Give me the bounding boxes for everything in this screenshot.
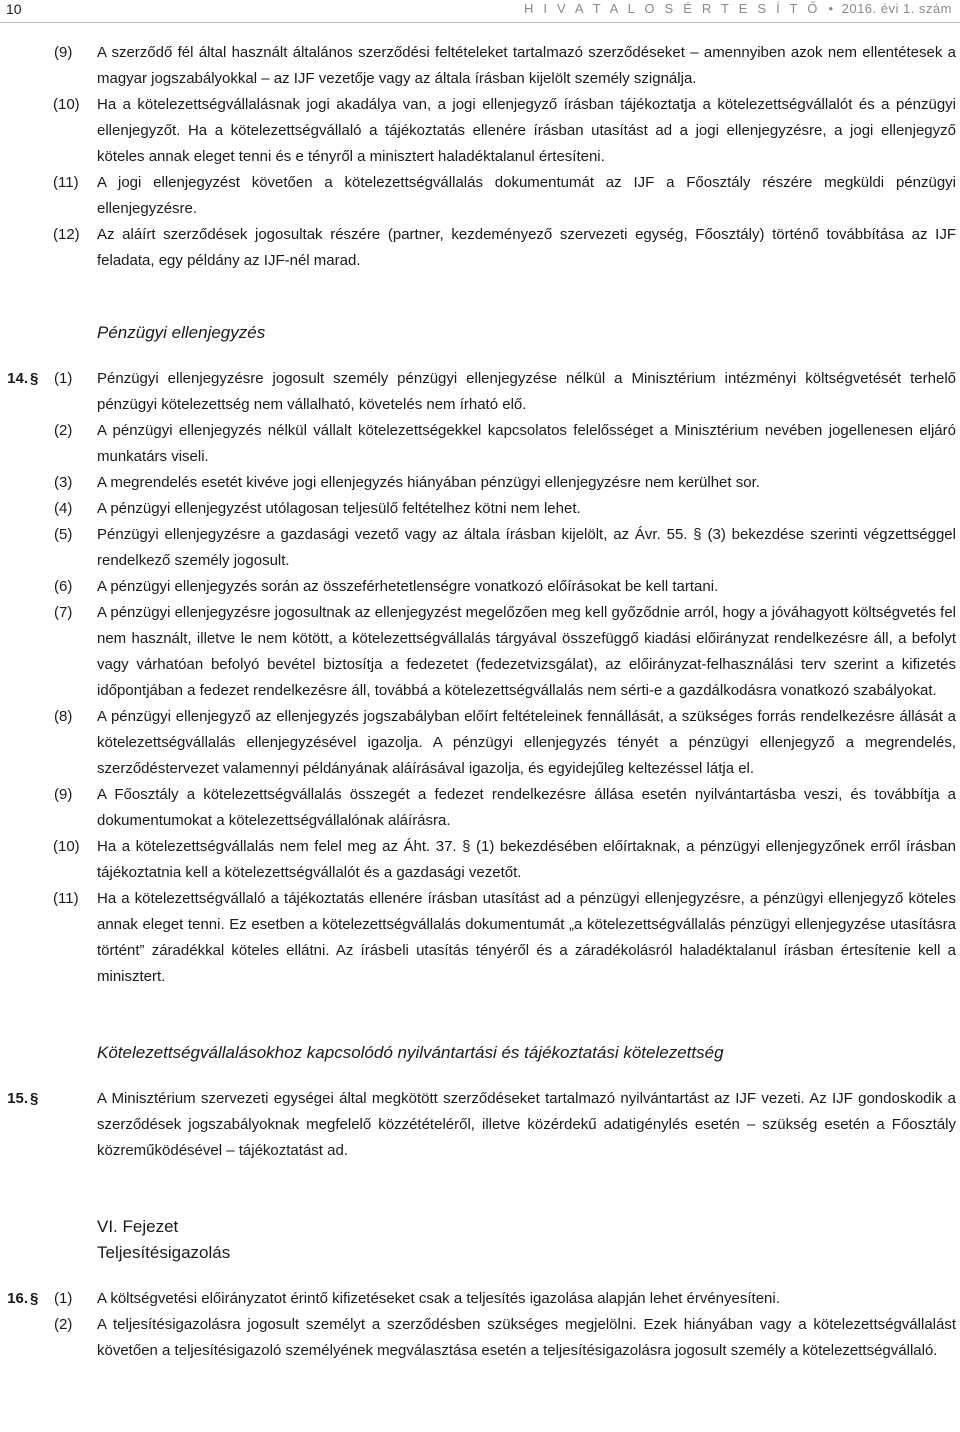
paragraph-number: (4) — [54, 500, 73, 517]
spacer — [0, 1266, 960, 1286]
paragraph — [0, 782, 960, 834]
paragraph-text: A pénzügyi ellenjegyzésre jogosultnak az ellenjegyzést megelőzően meg kell győződnie arról, hogy a jóváhagyott költségvetés fel nem használt, illetve le nem kötött, a kötelezettségvállalás tárgyával összefüggő kiadási előirányzat rendelkezésre áll, a befolyt vagy várhatóan befolyó bevétel biztosítja a fedezetet (fedezetvizsgálat), az előirányzat-felhasználási terv szerint a kifizetés időpontjában a fedezet rendelkezésre áll, továbbá a kötelezettségvállalás nem sérti-e a gazdálkodásra vonatkozó szabályokat. — [97, 604, 956, 699]
paragraph-number: (11) — [53, 174, 79, 191]
paragraph-number: (9) — [54, 786, 73, 803]
section-symbol: § — [30, 1090, 39, 1107]
page-header — [0, 0, 960, 26]
paragraph-text: A teljesítésigazolásra jogosult személyt a szerződésben szükséges megjelölni. Ezek hiányában vagy a kötelezettségvállalást követően a teljesítésigazoló személyének megválasztása esetén a teljesítésigazolásra jogosult személy a kötelezettségvállaló. — [97, 1316, 956, 1359]
paragraph-text: A megrendelés esetét kivéve jogi ellenjegyzés hiányában pénzügyi ellenjegyzésre nem kerülhet sor. — [97, 474, 760, 491]
paragraph-number: (8) — [54, 708, 73, 725]
paragraph-text: Pénzügyi ellenjegyzésre a gazdasági vezető vagy az általa írásban kijelölt, az Ávr. 55. § (3) bekezdése szerinti végzettséggel rendelkező személy jogosult. — [97, 526, 956, 569]
paragraph-text: Ha a kötelezettségvállaló a tájékoztatás ellenére írásban utasítást ad a pénzügyi ellenjegyzésre, a pénzügyi ellenjegyző köteles annak eleget tenni. Ez esetben a kötelezettségvállalás dokumentumát „a kötelezettségvállalás pénzügyi ellenjegyzése utasításra történt” záradékkal köteles ellátni. Az írásbeli utasítás tényéről és a záradékolásról haladéktalanul írásban értesítenie kell a minisztert. — [97, 890, 956, 985]
paragraph — [0, 886, 960, 990]
paragraph-number: (10) — [53, 838, 80, 855]
paragraph-text: A jogi ellenjegyzést követően a kötelezettségvállalás dokumentumát az IJF a Főosztály részére megküldi pénzügyi ellenjegyzésre. — [97, 174, 956, 217]
paragraph — [0, 366, 960, 418]
paragraph-text: Az aláírt szerződések jogosultak részére (partner, kezdeményező szervezeti egység, Főosztály) történő továbbítása az IJF feladata, egy példány az IJF-nél marad. — [97, 226, 956, 269]
paragraph-text: A Minisztérium szervezeti egységei által megkötött szerződéseket tartalmazó nyilvántartást az IJF vezeti. Az IJF gondoskodik a szerződések jogszabályoknak megfelelő közzétételéről, illetve közérdekű adatigénylés esetén – szükség esetén a Főosztály közreműködésével – tájékoztatást ad. — [97, 1090, 956, 1159]
paragraph — [0, 496, 960, 522]
paragraph-number: (9) — [54, 44, 73, 61]
paragraph — [0, 1286, 960, 1312]
paragraph-text: Ha a kötelezettségvállalásnak jogi akadálya van, a jogi ellenjegyző írásban tájékoztatja a kötelezettségvállalót és a pénzügyi ellenjegyzőt. Ha a kötelezettségvállaló a tájékoztatás ellenére írásban utasítást ad a jogi ellenjegyzésre, a jogi ellenjegyző köteles annak eleget tenni és e tényről a minisztert haladéktalanul értesíteni. — [97, 96, 956, 165]
journal-title: H I V A T A L O S É R T E S Í T Ő — [523, 1, 821, 16]
spacer — [0, 274, 960, 320]
journal-info — [524, 1, 952, 16]
chapter-title: Teljesítésigazolás — [97, 1243, 231, 1262]
paragraph-number: (1) — [54, 1290, 73, 1307]
paragraph-text: Ha a kötelezettségvállalás nem felel meg az Áht. 37. § (1) bekezdésében előírtaknak, a pénzügyi ellenjegyzőnek erről írásban tájékoztatnia kell a kötelezettségvállalót és a gazdasági vezetőt. — [97, 838, 956, 881]
paragraph-number: (7) — [54, 604, 73, 621]
paragraph-number: (3) — [54, 474, 73, 491]
paragraph-number: (11) — [53, 890, 79, 907]
paragraph-number: (10) — [53, 96, 80, 113]
journal-issue: 2016. évi 1. szám — [841, 1, 952, 16]
paragraph — [0, 834, 960, 886]
document-body — [0, 40, 960, 1364]
section-heading: Pénzügyi ellenjegyzés — [97, 323, 266, 342]
spacer — [0, 346, 960, 366]
paragraph-number: (12) — [53, 226, 80, 243]
paragraph — [0, 418, 960, 470]
paragraph-number: (2) — [54, 1316, 73, 1333]
paragraph — [0, 600, 960, 704]
header-rule — [0, 22, 960, 23]
paragraph-text: A pénzügyi ellenjegyző az ellenjegyzés jogszabályban előírt feltételeinek fennállását, a szükséges forrás rendelkezésre állását a kötelezettségvállalás ellenjegyzésével igazolja. A pénzügyi ellenjegyzés tényét a pénzügyi ellenjegyző a megrendelés, szerződéstervezet valamennyi példányának aláírásával igazolja, és egyidejűleg keltezéssel látja el. — [97, 708, 956, 777]
paragraph — [0, 1312, 960, 1364]
header-separator: • — [828, 1, 834, 16]
section-number: 15. — [7, 1090, 28, 1107]
paragraph — [0, 574, 960, 600]
paragraph-number: (1) — [54, 370, 73, 387]
paragraph — [0, 170, 960, 222]
section-symbol: § — [30, 1290, 39, 1307]
paragraph-number: (2) — [54, 422, 73, 439]
paragraph — [0, 1086, 960, 1164]
page-number: 10 — [6, 1, 22, 17]
paragraph — [0, 222, 960, 274]
chapter-number: VI. Fejezet — [97, 1217, 179, 1236]
paragraph-text: A pénzügyi ellenjegyzés során az összeférhetetlenségre vonatkozó előírásokat be kell tartani. — [97, 578, 719, 595]
paragraph-text: A pénzügyi ellenjegyzést utólagosan teljesülő feltételhez kötni nem lehet. — [97, 500, 581, 517]
paragraph-number: (5) — [54, 526, 73, 543]
paragraph — [0, 522, 960, 574]
spacer — [0, 990, 960, 1040]
paragraph-text: A pénzügyi ellenjegyzés nélkül vállalt kötelezettségekkel kapcsolatos felelősséget a Minisztérium nevében jogellenesen eljáró munkatárs viseli. — [97, 422, 956, 465]
spacer — [0, 1164, 960, 1214]
paragraph — [0, 704, 960, 782]
paragraph-number: (6) — [54, 578, 73, 595]
paragraph — [0, 470, 960, 496]
paragraph-text: A szerződő fél által használt általános szerződési feltételeket tartalmazó szerződéseket – amennyiben azok nem ellentétesek a magyar jogszabályokkal – az IJF vezetője vagy az általa írásban kijelölt személy szignálja. — [97, 44, 956, 87]
paragraph — [0, 92, 960, 170]
paragraph — [0, 40, 960, 92]
section-symbol: § — [30, 370, 39, 387]
paragraph-text: A költségvetési előirányzatot érintő kifizetéseket csak a teljesítés igazolása alapján lehet érvényesíteni. — [97, 1290, 780, 1307]
section-number: 14. — [7, 370, 28, 387]
section-number: 16. — [7, 1290, 28, 1307]
paragraph-text: A Főosztály a kötelezettségvállalás összegét a fedezet rendelkezésre állása esetén nyilvántartásba veszi, és továbbítja a dokumentumokat a kötelezettségvállalónak aláírásra. — [97, 786, 956, 829]
paragraph-text: Pénzügyi ellenjegyzésre jogosult személy pénzügyi ellenjegyzése nélkül a Minisztérium intézményi költségvetését terhelő pénzügyi kötelezettség nem vállalható, követelés nem írható elő. — [97, 370, 956, 413]
section-heading: Kötelezettségvállalásokhoz kapcsolódó nyilvántartási és tájékoztatási kötelezettség — [97, 1043, 724, 1062]
spacer — [0, 1066, 960, 1086]
